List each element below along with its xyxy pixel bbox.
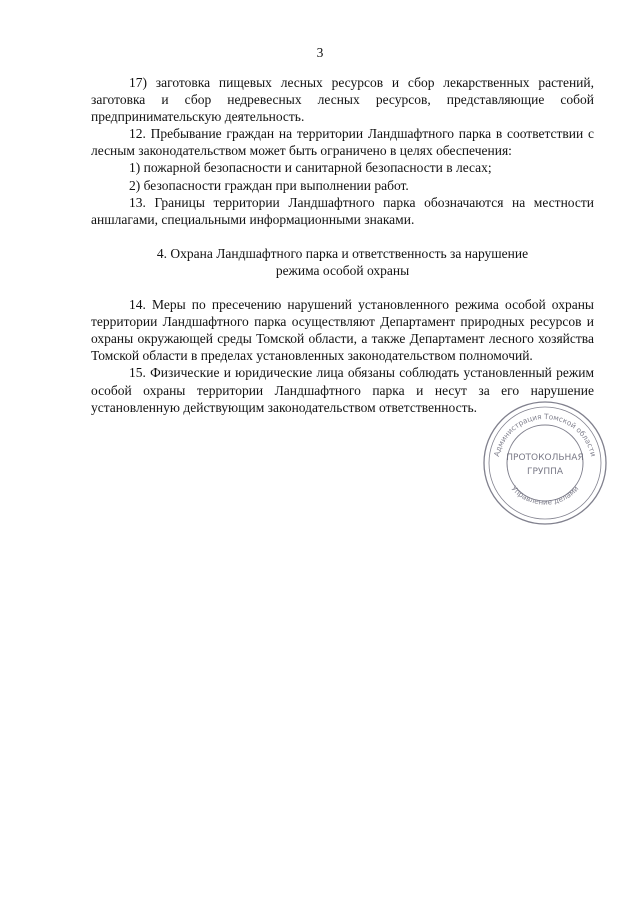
section-heading-line-1: 4. Охрана Ландшафтного парка и ответственность за нарушение bbox=[156, 245, 529, 261]
stamp-center-line-1: ПРОТОКОЛЬНАЯ bbox=[506, 453, 584, 463]
stamp-ring-text-bottom: Управление делами bbox=[509, 484, 581, 507]
paragraph-17: 17) заготовка пищевых лесных ресурсов и сбор лекарственных растений, заготовка и сбор недревесных лесных ресурсов, представляющие собой предпринимательскую деятельность. bbox=[91, 75, 594, 125]
section-heading-line-2: режима особой охраны bbox=[275, 262, 410, 278]
stamp-center-line-2: ГРУППА bbox=[526, 467, 564, 477]
stamp-ring-text-top: Администрация Томской области bbox=[492, 411, 598, 458]
protocol-group-stamp bbox=[480, 398, 610, 528]
paragraph-12: 12. Пребывание граждан на территории Ландшафтного парка в соответствии с лесным законодательством может быть ограничено в целях обеспечения: bbox=[91, 126, 594, 159]
paragraph-12-item-1: 1) пожарной безопасности и санитарной безопасности в лесах; bbox=[129, 160, 492, 176]
paragraph-14: 14. Меры по пресечению нарушений установленного режима особой охраны территории Ландшафтного парка осуществляют Департамент природных ресурсов и охраны окружающей среды Томской области, а также Департамент лесного хозяйства Томской области в пределах установленных законодательством полномочий. bbox=[91, 297, 594, 364]
document-body bbox=[91, 74, 594, 416]
paragraph-12-item-2: 2) безопасности граждан при выполнении работ. bbox=[129, 177, 409, 193]
section-heading bbox=[91, 245, 594, 279]
svg-text:Администрация Томской области bbox=[492, 412, 598, 458]
page-number: 3 bbox=[316, 45, 324, 60]
svg-text:Управление делами bbox=[510, 484, 581, 507]
paragraph-15: 15. Физические и юридические лица обязаны соблюдать установленный режим особой охраны территории Ландшафтного парка и несут за его нарушение установленную действующим законодательством ответственность. bbox=[91, 365, 594, 415]
paragraph-13: 13. Границы территории Ландшафтного парка обозначаются на местности аншлагами, специальными информационными знаками. bbox=[91, 194, 594, 227]
